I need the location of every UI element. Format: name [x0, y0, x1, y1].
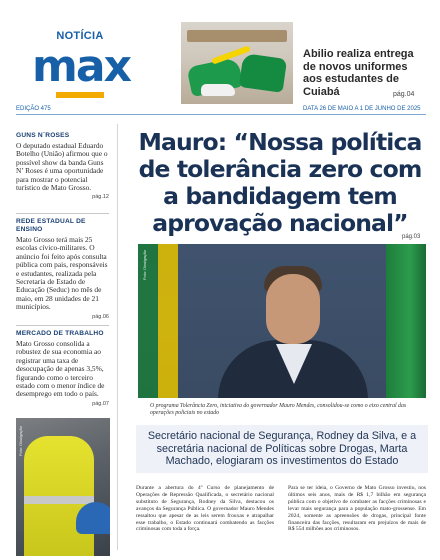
sidebar-item-guns-n-roses[interactable] [16, 132, 109, 200]
photo-caption: O programa Tolerância Zero, iniciativa do governador Mauro Mendes, consolidou-se como o eixo central das operações policiais no estado [150, 403, 407, 416]
sidebar-divider [16, 213, 109, 214]
noticia-max-logo[interactable] [16, 30, 144, 102]
sidebar-photo-worker[interactable] [16, 418, 110, 556]
sidebar-photo-credit: Foto: Divulgação [18, 426, 23, 457]
masthead [0, 0, 440, 106]
main-photo-credit: Foto: Divulgação [142, 250, 147, 281]
logo-accent-bar [56, 92, 104, 98]
edition-number: EDIÇÃO 475 [16, 106, 51, 112]
sidebar-item-page: pág.07 [92, 400, 109, 407]
sidebar-divider [16, 325, 109, 326]
sidebar-item-head: GUNS N´ROSES [16, 132, 70, 139]
sidebar-item-text: O deputado estadual Eduardo Botelho (União) afirmou que o possível show da banda Guns N’ Roses é uma oportunidade para mostrar o potencial turístico de Mato Grosso. [16, 141, 108, 193]
sidebar-item-head: REDE ESTADUAL DE ENSINO [16, 218, 86, 233]
teaser-photo-uniforms[interactable] [181, 22, 293, 104]
teaser-headline-bold: Abilio realiza entrega de novos uniformes aos estudantes de Cuiabá [303, 48, 414, 98]
main-headline-page: pág.03 [402, 234, 421, 240]
sidebar-item-page: pág.12 [92, 194, 109, 201]
article-body-col-1: Durante a abertura do 4º Curso de planejamento de Operações de Repressão Qualificada, o secretário nacional substituto de Segurança, Rodney da Silva, destacou os avanços da Segurança Pública. O governador Mauro Mendes ressaltou que apesar de as leis serem frouxas e atrapalhar esse trabalho, o Estado continuará combatendo as facções criminosas com toda a força. [136, 485, 274, 533]
sidebar-item-mercado-trabalho[interactable] [16, 330, 109, 407]
logo-kicker: NOTÍCIA [56, 30, 104, 42]
main-photo-governor[interactable] [138, 244, 426, 398]
sidebar-item-head: MERCADO DE TRABALHO [16, 330, 104, 337]
sidebar-item-text: Mato Grosso consolida a robustez de sua economia ao registrar uma taxa de desocupação de apenas 3,5%, figurando como o terceiro estado com o menor índice de desemprego em todo o país. [16, 339, 105, 399]
sidebar-item-text: Mato Grosso terá mais 25 escolas cívico-militares. O anúncio foi feito após consulta pública com pais, responsáveis e estudantes, realizada pela Secretaria de Estado de Educação (Seduc) no mês de maio, em 28 unidades de 21 municípios. [16, 235, 108, 312]
masthead-divider [16, 114, 426, 115]
sidebar-item-page: pág.06 [92, 313, 109, 320]
main-headline[interactable]: Mauro: “Nossa política de tolerância zero com a bandidagem tem aprovação nacional” [138, 128, 422, 237]
column-divider [117, 124, 118, 550]
article-body-col-2: Para se ter ideia, o Governo de Mato Grosso investiu, nos últimos seis anos, mais de R$ 1,7 bilhão em segurança pública com o objetivo de combater as facções criminosas e levar mais segurança para a população mato-grossense. Em 2024, somente as apreensões de drogas, principal fonte financeira das facções, resultaram em prejuízos de mais de R$ 554 milhões aos criminosos. [288, 485, 426, 533]
edition-row [16, 104, 426, 114]
edition-date: DATA 26 DE MAIO A 1 DE JUNHO DE 2025 [303, 106, 421, 112]
teaser-page-ref: pág.04 [393, 91, 415, 98]
logo-wordmark: max [32, 41, 130, 92]
flag-right [386, 244, 426, 398]
sidebar-item-rede-estadual[interactable] [16, 218, 109, 320]
subhead-text: Secretário nacional de Segurança, Rodney da Silva, e a secretária nacional de Políticas sobre Drogas, Marta Machado, elogiaram os investimentos do Estado [147, 430, 417, 467]
